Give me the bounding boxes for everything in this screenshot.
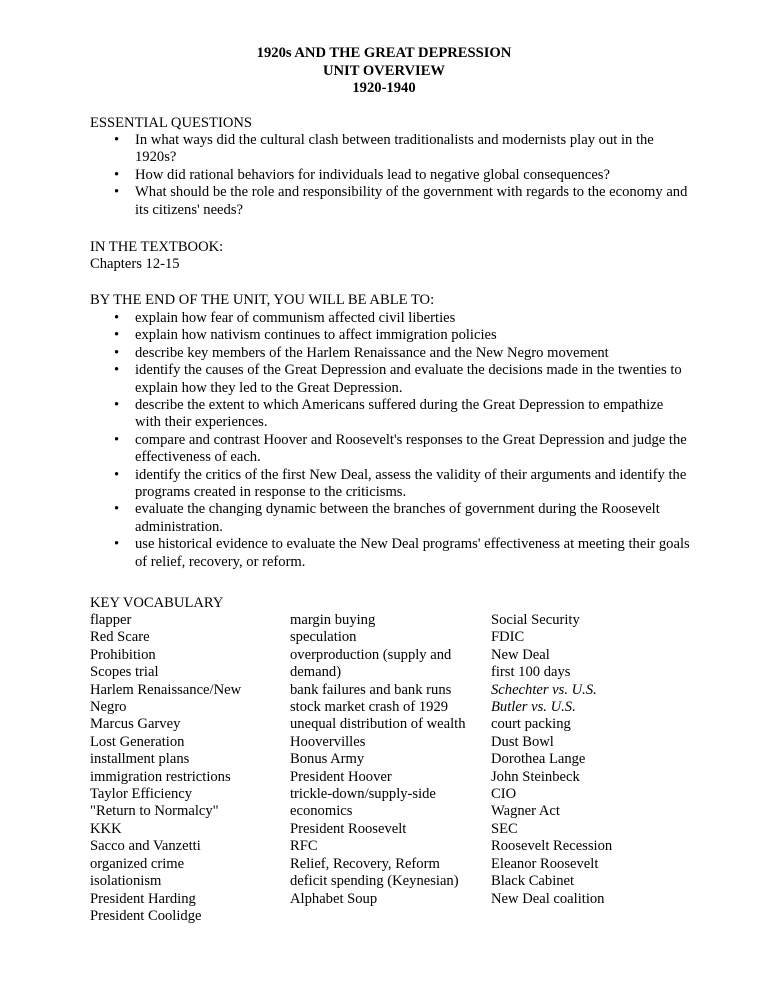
vocab-term: economics [290,803,353,820]
vocab-term: Red Scare [90,629,150,646]
vocab-term: Relief, Recovery, Reform [290,855,440,872]
vocab-term: Dust Bowl [491,733,554,750]
vocab-term: deficit spending (Keynesian) [290,873,459,890]
vocab-term: speculation [290,629,357,646]
list-item: • How did rational behaviors for individuals lead to negative global consequences? [114,166,610,183]
vocab-term: installment plans [90,751,190,768]
vocab-term: SEC [491,820,518,837]
date-range: 1920-1940 [352,80,416,96]
bullet-icon: • [114,310,120,326]
vocab-term: Taylor Efficiency [90,786,193,803]
bullet-icon: • [114,132,120,148]
list-item: • use historical evidence to evaluate the New Deal programs' effectiveness at meeting their goals of relief, recovery, or reform. [114,536,690,570]
bullet-icon: • [114,184,120,201]
list-item: • describe key members of the Harlem Renaissance and the New Negro movement [114,344,609,361]
vocab-term: Eleanor Roosevelt [491,855,599,872]
vocab-term: Scopes trial [90,664,159,681]
list-item: • In what ways did the cultural clash between traditionalists and modernists play out in the 1920s? [114,132,654,166]
bullet-icon: • [114,397,120,414]
vocab-term: immigration restrictions [90,768,231,785]
bullet-icon: • [114,362,120,379]
list-item: • describe the extent to which Americans suffered during the Great Depression to empathize with their experiences. [114,397,664,431]
vocab-term: President Roosevelt [290,820,407,837]
vocab-term: trickle-down/supply-side [290,786,436,803]
vocab-term: RFC [290,838,318,855]
list-item: • What should be the role and responsibility of the government with regards to the economy and its citizens' needs? [114,184,688,218]
list-item: • identify the critics of the first New Deal, assess the validity of their arguments and identify the programs created in response to the criticisms. [114,466,687,501]
vocab-term: John Steinbeck [491,768,580,785]
vocabulary-heading: KEY VOCABULARY [90,595,224,611]
vocab-term: Wagner Act [491,803,560,820]
vocab-term: CIO [491,786,517,803]
list-item: • explain how fear of communism affected civil liberties [114,310,456,326]
bullet-icon: • [114,431,120,448]
vocab-term: court packing [491,716,571,733]
vocab-term: margin buying [290,612,376,628]
vocab-term: Harlem Renaissance/New [90,681,242,698]
vocab-term: Sacco and Vanzetti [90,838,201,855]
vocab-term: overproduction (supply and [290,646,452,663]
vocab-term: Marcus Garvey [90,716,181,733]
vocab-term: stock market crash of 1929 [290,699,449,716]
list-item: • compare and contrast Hoover and Roosevelt's responses to the Great Depression and judge the effectiveness of each. [114,431,687,466]
document-subtitle: UNIT OVERVIEW [322,63,446,79]
vocab-column-3 [491,612,612,908]
vocab-term: Negro [90,699,127,716]
list-item: • explain how nativism continues to affect immigration policies [114,327,497,344]
vocab-term: Black Cabinet [491,873,575,890]
vocab-term: Dorothea Lange [491,751,586,768]
bullet-icon: • [114,344,120,361]
essential-questions-heading: ESSENTIAL QUESTIONS [90,115,253,131]
vocab-term: Schechter vs. U.S. [491,681,597,698]
bullet-icon: • [114,466,120,483]
vocab-term: KKK [90,820,122,837]
vocab-term: Alphabet Soup [290,890,378,907]
vocab-term: New Deal coalition [491,890,605,907]
bullet-icon: • [114,166,120,183]
vocab-term: Bonus Army [290,751,365,768]
textbook-heading: IN THE TEXTBOOK: [90,239,224,255]
vocab-term: Social Security [491,612,580,628]
vocab-column-2 [290,612,466,908]
vocab-term: Lost Generation [90,733,185,750]
vocab-column-1 [90,612,241,925]
list-item: • identify the causes of the Great Depression and evaluate the decisions made in the twenties to explain how they led to the Great Depression. [114,362,682,396]
vocab-term: organized crime [90,855,185,872]
vocab-term: Roosevelt Recession [491,838,613,855]
vocab-term: demand) [290,664,342,681]
bullet-icon: • [114,501,120,518]
objectives-heading: BY THE END OF THE UNIT, YOU WILL BE ABLE TO: [90,292,435,308]
vocab-term: Prohibition [90,646,156,663]
vocab-term: President Coolidge [90,907,202,924]
vocab-term: New Deal [491,646,550,663]
vocab-term: President Harding [90,890,196,907]
vocab-term: flapper [90,612,132,628]
vocab-term: FDIC [491,629,525,646]
bullet-icon: • [114,536,120,553]
objectives-list [90,310,690,571]
vocab-term: isolationism [90,873,162,890]
vocab-term: "Return to Normalcy" [90,803,219,820]
document-title: 1920s AND THE GREAT DEPRESSION [256,45,512,61]
vocab-term: Hoovervilles [290,733,366,750]
textbook-chapters: Chapters 12-15 [90,256,180,272]
list-item: • evaluate the changing dynamic between the branches of government during the Roosevelt administration. [114,501,660,535]
essential-questions-list [90,132,690,219]
vocab-term: Butler vs. U.S. [491,699,576,716]
vocab-term: bank failures and bank runs [290,681,452,698]
bullet-icon: • [114,327,120,344]
vocab-term: unequal distribution of wealth [290,716,466,733]
vocab-term: President Hoover [290,768,392,785]
vocab-term: first 100 days [491,664,571,681]
